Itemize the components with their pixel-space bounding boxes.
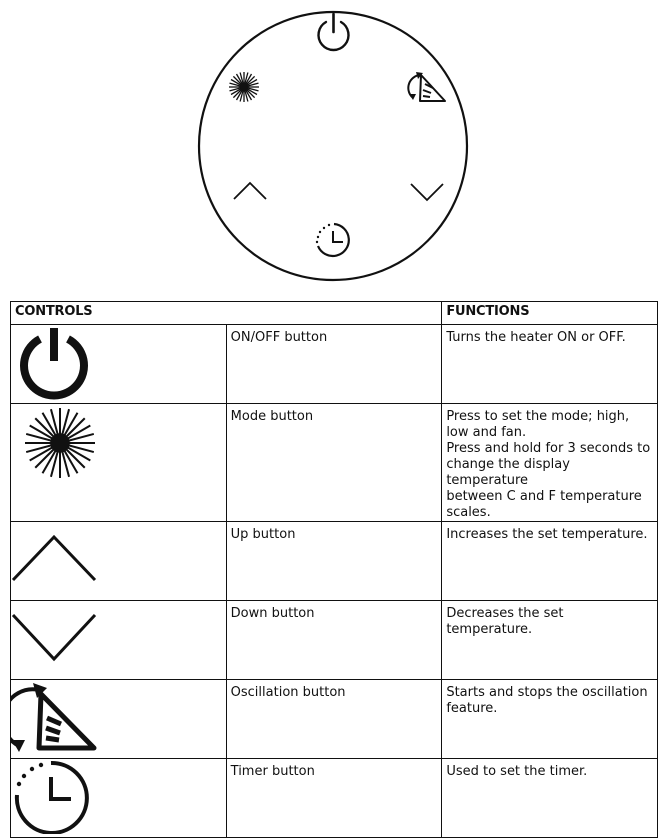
chevron-down-icon <box>11 601 97 676</box>
control-name: Up button <box>226 522 442 601</box>
control-function: Used to set the timer. <box>442 759 658 838</box>
oscillation-icon <box>11 680 97 755</box>
table-header-row <box>11 302 658 325</box>
timer-icon <box>11 759 97 834</box>
control-panel-dial <box>0 0 667 290</box>
functions-header: FUNCTIONS <box>442 302 658 325</box>
control-name: ON/OFF button <box>226 325 442 404</box>
control-name: Timer button <box>226 759 442 838</box>
mode-icon <box>11 404 97 479</box>
chevron-up-icon <box>11 522 97 597</box>
table-row <box>11 325 658 404</box>
control-function: Turns the heater ON or OFF. <box>442 325 658 404</box>
control-function: Starts and stops the oscillation feature. <box>442 680 658 759</box>
control-name: Mode button <box>226 404 442 522</box>
oscillation-icon[interactable] <box>408 72 445 101</box>
down-arrow-icon[interactable] <box>411 184 443 200</box>
table-row <box>11 601 658 680</box>
control-name: Oscillation button <box>226 680 442 759</box>
power-icon[interactable] <box>319 14 349 50</box>
control-function: Decreases the set temperature. <box>442 601 658 680</box>
table-row <box>11 522 658 601</box>
up-arrow-icon[interactable] <box>234 183 266 199</box>
controls-header: CONTROLS <box>11 302 442 325</box>
control-function: Press to set the mode; high, low and fan. Press and hold for 3 seconds to change the display temperature between C and F temperature scales. <box>442 404 658 522</box>
mode-icon[interactable] <box>229 72 259 102</box>
timer-icon[interactable] <box>316 224 349 256</box>
control-name: Down button <box>226 601 442 680</box>
table-row <box>11 680 658 759</box>
control-function: Increases the set temperature. <box>442 522 658 601</box>
power-icon <box>11 325 97 400</box>
table-row <box>11 404 658 522</box>
controls-table <box>10 301 658 838</box>
table-row <box>11 759 658 838</box>
